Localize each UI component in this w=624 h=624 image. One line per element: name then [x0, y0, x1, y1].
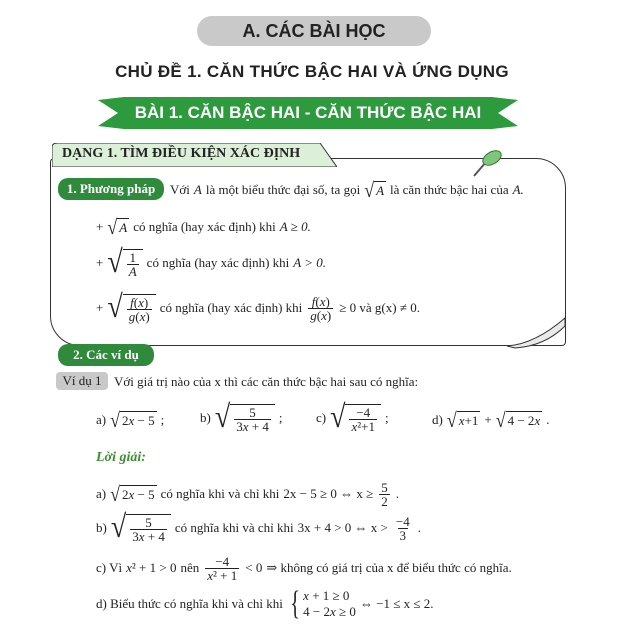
method-badge: 1. Phương pháp: [58, 178, 164, 200]
solution-b: b) √ $\frac{5}{3x + 4}$ có nghĩa khi và chỉ khi 3x + 4 > 0 ⇔ x > $\frac{-4}{3}$ .: [96, 509, 421, 545]
sol-b-expr: √ $\frac{5}{3x + 4}$: [111, 514, 171, 543]
rule-cond: ≥ 0 và g(x) ≠ 0.: [339, 300, 420, 315]
item-b: b) √ $\frac{5}{3x + 4}$ ;: [200, 399, 283, 435]
intro-var: A: [193, 182, 202, 197]
item-b-expr: √ $\frac{5}{3x + 4}$: [215, 404, 275, 433]
rule-text: có nghĩa (hay xác định) khi: [133, 219, 276, 234]
solution-label: Lời giải:: [96, 450, 146, 465]
item-label: c): [316, 410, 327, 425]
item-c: c) √ $\frac{-4}{\text{x²+1}}$ ;: [316, 399, 389, 435]
item-a: a) √ 2x − 5 ;: [96, 408, 165, 432]
sol-a-cond: 2x − 5 ≥ 0 ⇔ x ≥: [283, 486, 374, 501]
examples-badge: 2. Các ví dụ: [58, 344, 154, 366]
item-d: d) √ x+1 + √ 4 − 2x .: [432, 408, 550, 432]
rule-1-expr: √ A: [107, 215, 128, 239]
intro-end: A.: [512, 182, 524, 197]
intro-c: là căn thức bậc hai của: [390, 182, 509, 197]
solution-a: a) √ 2x − 5 có nghĩa khi và chỉ khi 2x − 5 ≥ 0 ⇔ x ≥ $\frac{5}{2}$ .: [96, 479, 400, 509]
sol-b-text: có nghĩa khi và chỉ khi: [174, 520, 294, 535]
rule-cond: A > 0.: [293, 255, 326, 270]
intro-a: Với: [170, 182, 190, 197]
sol-d-lead: d) Biểu thức có nghĩa khi và chỉ khi: [96, 596, 283, 611]
rule-bullet: +: [96, 219, 104, 234]
rule-3-expr: √ $\frac{f(x)}{g(x)}$: [107, 294, 155, 323]
item-label: a): [96, 486, 107, 501]
example-label: Ví dụ 1: [56, 372, 108, 390]
sol-c-expr: x² + 1 > 0: [126, 560, 177, 575]
item-label: a): [96, 412, 107, 427]
item-a-expr: √ 2x − 5: [110, 408, 155, 432]
rule-bullet: +: [96, 300, 104, 315]
section-header-pill: [197, 16, 431, 46]
sqrt-a: √ A: [364, 178, 385, 202]
item-label: d): [432, 412, 443, 427]
sol-a-text: có nghĩa khi và chỉ khi: [160, 486, 280, 501]
rule-text: có nghĩa (hay xác định) khi: [159, 300, 303, 315]
rule-text: có nghĩa (hay xác định) khi: [146, 255, 290, 270]
page-curl-icon: [505, 316, 569, 350]
rule-2: [96, 243, 326, 283]
sol-a-expr: √ 2x − 5: [110, 482, 155, 506]
solution-c: c) Vì x² + 1 > 0 nên $\frac{-4}{\text{x² + 1}}$ < 0 ⇒ không có giá trị của x để biểu thức có nghĩa.: [96, 553, 512, 583]
form-tab: [52, 143, 337, 167]
rule-3-frac: $\frac{f(x)}{g(x)}$: [310, 293, 332, 323]
lesson-banner: [98, 96, 518, 130]
item-label: b): [96, 520, 107, 535]
sol-b-cond: 3x + 4 > 0 ⇔ x >: [297, 520, 388, 535]
item-d-expr1: √ x+1: [446, 408, 479, 432]
sol-c-lead: c) Vì: [96, 560, 123, 575]
question-text: Với giá trị nào của x thì các căn thức bậc hai sau có nghĩa:: [114, 374, 419, 389]
method-intro: [170, 178, 524, 202]
intro-b: là một biểu thức đại số, ta gọi: [205, 182, 361, 197]
sol-a-frac: $\frac{5}{2}$: [381, 479, 388, 509]
lesson-title: BÀI 1. CĂN BẬC HAI - CĂN THỨC BẬC HAI: [134, 103, 482, 122]
sol-c-frac: $\frac{-4}{\text{x² + 1}}$: [207, 553, 238, 583]
sol-c-mid: nên: [180, 560, 200, 575]
rule-bullet: +: [96, 255, 104, 270]
pushpin-icon: [470, 148, 504, 178]
item-c-expr: √ $\frac{-4}{\text{x²+1}}$: [330, 404, 381, 433]
solution-d: [96, 584, 434, 624]
item-label: b): [200, 410, 211, 425]
item-d-expr2: √ 4 − 2x: [495, 408, 541, 432]
sol-d-tail: ⇔ −1 ≤ x ≤ 2.: [359, 596, 434, 611]
topic-title: CHỦ ĐỀ 1. CĂN THỨC BẬC HAI VÀ ỨNG DỤNG: [115, 62, 509, 81]
rule-cond: A ≥ 0.: [279, 219, 311, 234]
rule-1: [96, 214, 311, 240]
sol-c-tail: ⇒ không có giá trị của x để biểu thức có nghĩa.: [266, 560, 512, 575]
rule-2-expr: √ $\frac{1}{A}$: [107, 249, 142, 278]
sol-b-frac: $\frac{-4}{3}$: [395, 513, 410, 543]
sol-d-system: { x + 1 ≥ 0 4 − 2x ≥ 0: [290, 585, 356, 622]
rule-3: [96, 288, 420, 328]
section-title: A. CÁC BÀI HỌC: [242, 20, 386, 41]
form-tab-label: DẠNG 1. TÌM ĐIỀU KIỆN XÁC ĐỊNH: [62, 146, 301, 161]
example-question: [114, 372, 418, 392]
